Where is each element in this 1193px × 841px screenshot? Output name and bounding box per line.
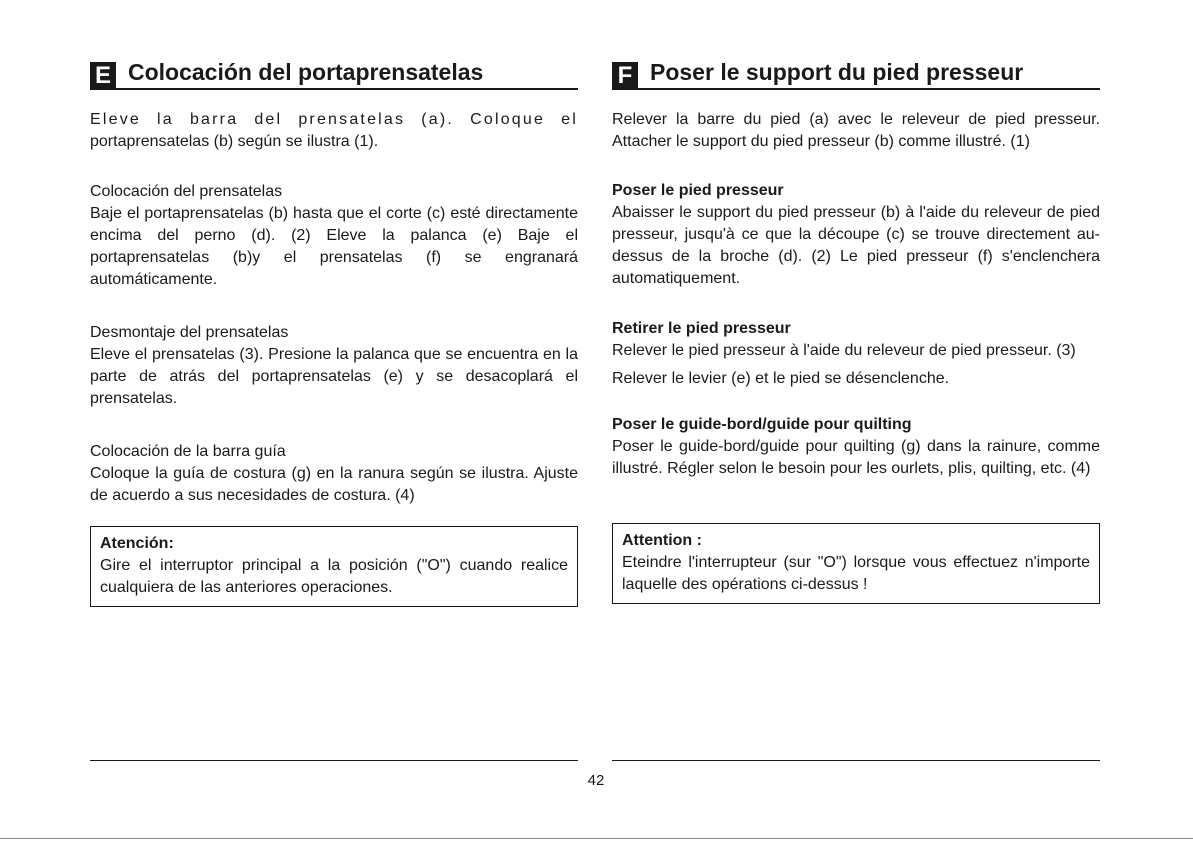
subsection-body: Relever le levier (e) et le pied se désenclenche. <box>612 370 950 387</box>
french-column <box>612 54 1100 604</box>
spanish-column <box>90 54 578 607</box>
section-header-e <box>90 54 578 90</box>
subsection-body: Poser le guide-bord/guide pour quilting (g) dans la rainure, comme illustré. Régler selon le besoin pour les ourlets, plis, quilting, etc. (4) <box>612 438 1100 477</box>
notice-title: Attention : <box>622 532 702 549</box>
section-title: Colocación del portaprensatelas <box>128 59 484 85</box>
subsection-title: Desmontaje del prensatelas <box>90 324 289 341</box>
subsection-body: Abaisser le support du pied presseur (b) à l'aide du releveur de pied presseur, jusqu'à ce que la découpe (c) se trouve directement au-dessus de la broche (d). (2) Le pied presseur (f) s'enclenchera automatiquement. <box>612 204 1100 287</box>
notice-title: Atención: <box>100 535 174 552</box>
subsection-body: Eleve el prensatelas (3). Presione la palanca que se encuentra en la parte de atrás del portaprensatelas (e) y se desacoplará el prensatelas. <box>90 346 578 407</box>
subsection-title: Poser le pied presseur <box>612 182 784 199</box>
subsection-body: Baje el portaprensatelas (b) hasta que el corte (c) esté directamente encima del perno (d). (2) Eleve la palanca (e) Baje el portaprensatelas (b)y el prensatelas (f) se engranará automáticamente. <box>90 205 578 288</box>
notice-box <box>612 523 1100 604</box>
subsection-title: Colocación de la barra guía <box>90 443 286 460</box>
subsection-title: Retirer le pied presseur <box>612 320 791 337</box>
section-letter-badge: F <box>612 62 638 90</box>
subsection-body: Relever le pied presseur à l'aide du releveur de pied presseur. (3) <box>612 342 1076 359</box>
subsection-title: Colocación del prensatelas <box>90 183 283 200</box>
section-title: Poser le support du pied presseur <box>650 59 1024 85</box>
intro-paragraph: Relever la barre du pied (a) avec le releveur de pied presseur. Attacher le support du pied presseur (b) comme illustré. (1) <box>612 111 1100 150</box>
notice-body: Eteindre l'interrupteur (sur "O") lorsque vous effectuez n'importe laquelle des opérations ci-dessus ! <box>622 554 1090 593</box>
notice-box <box>90 526 578 607</box>
subsection-title: Poser le guide-bord/guide pour quilting <box>612 416 912 433</box>
section-header-f <box>612 54 1100 90</box>
subsection-body: Coloque la guía de costura (g) en la ranura según se ilustra. Ajuste de acuerdo a sus necesidades de costura. (4) <box>90 465 578 504</box>
footer-rule-right <box>612 760 1100 761</box>
intro-line-2: portaprensatelas (b) según se ilustra (1). <box>90 133 379 150</box>
section-letter-badge: E <box>90 62 116 90</box>
page-number: 42 <box>587 772 605 789</box>
bottom-edge-rule <box>0 838 1193 839</box>
footer-rule-left <box>90 760 578 761</box>
intro-line-1: Eleve la barra del prensatelas (a). Coloque el <box>90 111 578 128</box>
notice-body: Gire el interruptor principal a la posición ("O") cuando realice cualquiera de las anteriores operaciones. <box>100 557 568 596</box>
